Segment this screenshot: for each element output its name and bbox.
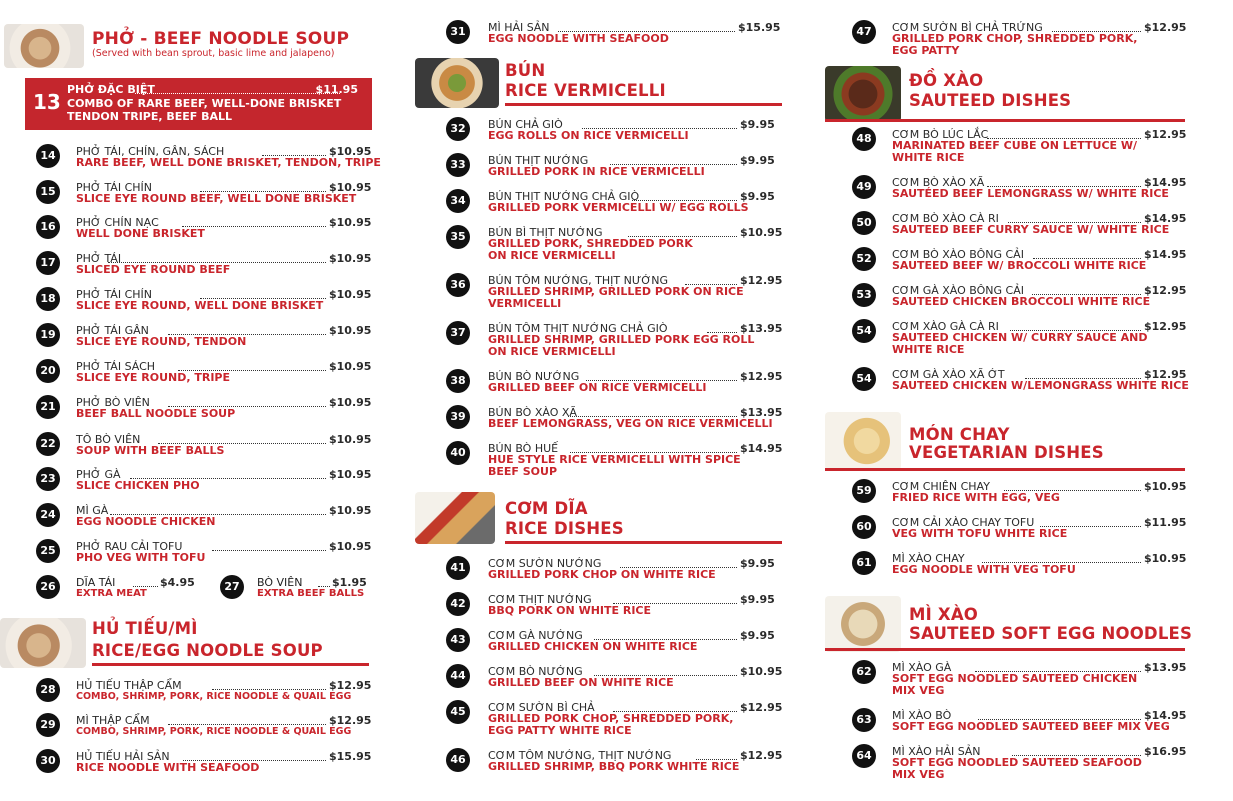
item-number-badge: 21 <box>36 395 60 419</box>
item-number: 26 <box>36 575 60 599</box>
item-number-badge: 32 <box>446 117 470 141</box>
item-number-badge: 19 <box>36 323 60 347</box>
item-description: GRILLED PORK CHOP ON WHITE RICE <box>488 568 716 581</box>
item-number-badge: 50 <box>852 211 876 235</box>
menu-column-1 <box>0 0 400 801</box>
item-name: MÌ XÀO HẢI SẢN <box>892 745 981 758</box>
item-name: CƠM BÒ XÀO BÔNG CẢI <box>892 248 1024 261</box>
item-description: RICE NOODLE WITH SEAFOOD <box>76 761 260 774</box>
bun-section-header <box>410 58 810 118</box>
item-name: PHỞ ĐẶC BIỆT <box>67 83 155 96</box>
item-number-badge: 16 <box>36 215 60 239</box>
item-description: GRILLED SHRIMP, GRILLED PORK ON RICE VERMICELLI <box>488 285 744 310</box>
comdia-section-subtitle: RICE DISHES <box>505 519 624 538</box>
item-number-badge: 44 <box>446 664 470 688</box>
item-name: CƠM SƯỜN BÌ CHẢ <box>488 701 595 714</box>
hutieu-section-subtitle: RICE/EGG NOODLE SOUP <box>92 641 323 660</box>
item-name: PHỞ TÁI GÂN <box>76 324 149 337</box>
item-price: $10.95 <box>329 288 372 301</box>
item-description: SAUTEED CHICKEN W/ CURRY SAUCE AND WHITE RICE <box>892 331 1148 356</box>
item-description: GRILLED PORK CHOP, SHREDDED PORK, EGG PATTY <box>892 32 1138 57</box>
item-number-badge: 59 <box>852 479 876 503</box>
item-name: BÒ VIÊN <box>257 576 303 589</box>
item-name: HỦ TIẾU THẬP CẨM <box>76 679 182 692</box>
item-number-badge: 14 <box>36 144 60 168</box>
item-number-badge: 20 <box>36 359 60 383</box>
item-name: CƠM XÀO GÀ CÀ RI <box>892 320 999 333</box>
item-number-badge: 28 <box>36 678 60 702</box>
item-price: $10.95 <box>1144 552 1187 565</box>
item-name: MÌ XÀO CHAY <box>892 552 965 565</box>
item-name: MÌ XÀO GÀ <box>892 661 952 674</box>
item-name: PHỞ BÒ VIÊN <box>76 396 150 409</box>
item-name: MÌ HẢI SẢN <box>488 21 550 34</box>
item-name: DĨA TÁI <box>76 576 116 589</box>
item-name: CƠM SƯỜN BÌ CHẢ TRỨNG <box>892 21 1043 34</box>
item-price: $9.95 <box>740 557 775 570</box>
item-number-badge: 53 <box>852 283 876 307</box>
item-price: $10.95 <box>1144 480 1187 493</box>
item-description: BBQ PORK ON WHITE RICE <box>488 604 652 617</box>
item-description: SOFT EGG NOODLED SAUTEED CHICKEN MIX VEG <box>892 672 1138 697</box>
item-description: EGG NOODLE WITH VEG TOFU <box>892 563 1076 576</box>
dot-leader <box>133 586 158 587</box>
item-name: PHỞ GÀ <box>76 468 121 481</box>
item-name: BÚN CHẢ GIÒ <box>488 118 563 131</box>
item-name: PHỞ TÁI SÁCH <box>76 360 156 373</box>
item-number: 13 <box>33 90 61 114</box>
item-number-badge: 22 <box>36 432 60 456</box>
item-price: $9.95 <box>740 118 775 131</box>
item-name: CƠM SƯỜN NƯỚNG <box>488 557 602 570</box>
item-number-badge: 64 <box>852 744 876 768</box>
item-number-badge: 31 <box>446 20 470 44</box>
item-description: SOFT EGG NOODLED SAUTEED BEEF MIX VEG <box>892 720 1170 733</box>
item-name: PHỞ CHÍN NẠC <box>76 216 159 229</box>
menu-column-2 <box>410 0 810 801</box>
item-name: MÌ GÀ <box>76 504 109 517</box>
item-description: SLICED EYE ROUND BEEF <box>76 263 231 276</box>
item-name: BÚN THỊT NƯỚNG <box>488 154 589 167</box>
item-name: CƠM THỊT NƯỚNG <box>488 593 592 606</box>
item-number-badge: 39 <box>446 405 470 429</box>
item-description: COMBO, SHRIMP, PORK, RICE NOODLE & QUAIL EGG <box>76 691 352 702</box>
item-name: CƠM GÀ NƯỚNG <box>488 629 583 642</box>
item-description: FRIED RICE WITH EGG, VEG <box>892 491 1060 504</box>
item-number: 27 <box>220 575 244 599</box>
item-price: $12.95 <box>740 370 783 383</box>
item-price: $9.95 <box>740 190 775 203</box>
item-number-badge: 37 <box>446 321 470 345</box>
item-description: HUE STYLE RICE VERMICELLI WITH SPICE BEEF SOUP <box>488 453 741 478</box>
item-price: $14.95 <box>1144 248 1187 261</box>
item-number-badge: 47 <box>852 20 876 44</box>
item-price: $1.95 <box>332 576 367 589</box>
item-description: SAUTEED CHICKEN BROCCOLI WHITE RICE <box>892 295 1151 308</box>
bun-section-subtitle: RICE VERMICELLI <box>505 81 666 100</box>
item-description: SLICE CHICKEN PHO <box>76 479 200 492</box>
item-description: SLICE EYE ROUND, WELL DONE BRISKET <box>76 299 324 312</box>
item-number-badge: 34 <box>446 189 470 213</box>
item-number-badge: 42 <box>446 592 470 616</box>
item-price: $4.95 <box>160 576 195 589</box>
item-name: TÔ BÒ VIÊN <box>76 433 141 446</box>
item-number-badge: 24 <box>36 503 60 527</box>
item-name: CƠM CẢI XÀO CHAY TOFU <box>892 516 1035 529</box>
item-price: $9.95 <box>740 593 775 606</box>
item-number-badge: 15 <box>36 180 60 204</box>
item-price: $9.95 <box>740 629 775 642</box>
item-price: $14.95 <box>1144 176 1187 189</box>
item-number-badge: 17 <box>36 251 60 275</box>
item-description: VEG WITH TOFU WHITE RICE <box>892 527 1068 540</box>
item-name: HỦ TIẾU HẢI SẢN <box>76 750 170 763</box>
item-description: WELL DONE BRISKET <box>76 227 205 240</box>
section-divider <box>825 119 1185 122</box>
item-price: $10.95 <box>329 360 372 373</box>
item-price: $12.95 <box>1144 21 1187 34</box>
doxao-section-title: ĐỒ XÀO <box>909 71 984 90</box>
section-divider <box>92 663 369 666</box>
item-description: SLICE EYE ROUND BEEF, WELL DONE BRISKET <box>76 192 357 205</box>
item-price: $10.95 <box>329 540 372 553</box>
item-number-badge: 46 <box>446 748 470 772</box>
item-price: $12.95 <box>1144 368 1187 381</box>
item-number-badge: 62 <box>852 660 876 684</box>
dot-leader <box>168 724 326 725</box>
item-description: RARE BEEF, WELL DONE BRISKET, TENDON, TRIPE <box>76 156 381 169</box>
item-number-badge: 36 <box>446 273 470 297</box>
item-number-badge: 43 <box>446 628 470 652</box>
item-description: SAUTEED BEEF CURRY SAUCE W/ WHITE RICE <box>892 223 1170 236</box>
item-name: BÚN BÒ XÀO XÃ <box>488 406 577 419</box>
item-number-badge: 25 <box>36 539 60 563</box>
item-number-badge: 45 <box>446 700 470 724</box>
item-price: $13.95 <box>1144 661 1187 674</box>
mixao-section-subtitle: SAUTEED SOFT EGG NOODLES <box>909 624 1193 643</box>
item-number-badge: 54 <box>852 367 876 391</box>
item-description: GRILLED SHRIMP, BBQ PORK WHITE RICE <box>488 760 740 773</box>
item-number-badge: 54 <box>852 319 876 343</box>
item-name: BÚN THỊT NƯỚNG CHẢ GIÒ <box>488 190 640 203</box>
item-name: CƠM BÒ NƯỚNG <box>488 665 583 678</box>
item-number-badge: 48 <box>852 127 876 151</box>
item-number-badge: 30 <box>36 749 60 773</box>
item-price: $12.95 <box>329 714 372 727</box>
section-divider <box>825 468 1185 471</box>
mixao-photo <box>825 596 901 652</box>
item-price: $10.95 <box>329 145 372 158</box>
item-description: SLICE EYE ROUND, TENDON <box>76 335 247 348</box>
comdia-section-header <box>410 492 810 552</box>
item-price: $9.95 <box>740 154 775 167</box>
chay-section-title: MÓN CHAY <box>909 425 1010 444</box>
item-description: EXTRA MEAT <box>76 588 147 599</box>
item-price: $12.95 <box>740 274 783 287</box>
item-price: $11.95 <box>1144 516 1187 529</box>
item-name: CƠM BÒ XÀO XÃ <box>892 176 985 189</box>
item-name: CƠM TÔM NƯỚNG, THỊT NƯỚNG <box>488 749 672 762</box>
item-name: CƠM GÀ XÀO XÃ ỚT <box>892 368 1005 381</box>
pho-photo <box>4 24 84 68</box>
item-description: SOFT EGG NOODLED SAUTEED SEAFOOD MIX VEG <box>892 756 1142 781</box>
item-description: MARINATED BEEF CUBE ON LETTUCE W/ WHITE RICE <box>892 139 1138 164</box>
bun-photo <box>415 58 499 108</box>
item-number-badge: 35 <box>446 225 470 249</box>
pho-section-header <box>0 24 400 84</box>
chay-section-header <box>820 412 1233 472</box>
special-item-13[interactable] <box>25 78 372 130</box>
doxao-photo <box>825 66 901 122</box>
item-name: PHỞ TÁI CHÍN <box>76 181 153 194</box>
pho-section-title: PHỞ - BEEF NOODLE SOUP <box>92 29 350 49</box>
item-description: SAUTEED CHICKEN W/LEMONGRASS WHITE RICE <box>892 379 1189 392</box>
dot-leader <box>212 550 326 551</box>
item-name: PHỞ TÁI, CHÍN, GÂN, SÁCH <box>76 145 225 158</box>
item-description: GRILLED CHICKEN ON WHITE RICE <box>488 640 698 653</box>
item-price: $10.95 <box>329 468 372 481</box>
item-name: BÚN BÒ NƯỚNG <box>488 370 580 383</box>
item-description: GRILLED BEEF ON WHITE RICE <box>488 676 674 689</box>
item-description: GRILLED BEEF ON RICE VERMICELLI <box>488 381 707 394</box>
item-price: $13.95 <box>740 406 783 419</box>
item-description: SLICE EYE ROUND, TRIPE <box>76 371 231 384</box>
item-name: BÚN TÔM THỊT NƯỚNG CHẢ GIÒ <box>488 322 668 335</box>
dot-leader <box>135 93 340 94</box>
item-description: GRILLED PORK CHOP, SHREDDED PORK, EGG PATTY WHITE RICE <box>488 712 734 737</box>
comdia-photo <box>415 492 495 544</box>
item-name: BÚN BÒ HUẾ <box>488 442 559 455</box>
item-description: EGG ROLLS ON RICE VERMICELLI <box>488 129 689 142</box>
item-name: CƠM BÒ XÀO CÀ RI <box>892 212 999 225</box>
item-price: $10.95 <box>329 504 372 517</box>
item-number-badge: 52 <box>852 247 876 271</box>
item-description: GRILLED PORK, SHREDDED PORK ON RICE VERMICELLI <box>488 237 693 262</box>
doxao-section-header <box>820 66 1233 126</box>
comdia-section-title: CƠM DĨA <box>505 499 588 518</box>
item-number-badge: 40 <box>446 441 470 465</box>
item-description: COMBO OF RARE BEEF, WELL-DONE BRISKET TENDON TRIPE, BEEF BALL <box>67 97 342 123</box>
item-description: SAUTEED BEEF W/ BROCCOLI WHITE RICE <box>892 259 1147 272</box>
item-name: BÚN BÌ THỊT NƯỚNG <box>488 226 603 239</box>
item-price: $10.95 <box>329 252 372 265</box>
item-number-badge: 61 <box>852 551 876 575</box>
item-price: $12.95 <box>1144 284 1187 297</box>
item-price: $12.95 <box>1144 320 1187 333</box>
item-description: EGG NOODLE WITH SEAFOOD <box>488 32 669 45</box>
item-description: BEEF BALL NOODLE SOUP <box>76 407 236 420</box>
item-description: GRILLED PORK IN RICE VERMICELLI <box>488 165 705 178</box>
item-number-badge: 63 <box>852 708 876 732</box>
item-price: $14.95 <box>1144 709 1187 722</box>
item-name: MÌ XÀO BÒ <box>892 709 952 722</box>
item-description: GRILLED PORK VERMICELLI W/ EGG ROLLS <box>488 201 749 214</box>
item-description: SOUP WITH BEEF BALLS <box>76 444 225 457</box>
item-description: COMBO, SHRIMP, PORK, RICE NOODLE & QUAIL EGG <box>76 726 352 737</box>
dot-leader <box>212 689 326 690</box>
item-description: EXTRA BEEF BALLS <box>257 588 365 599</box>
item-description: PHO VEG WITH TOFU <box>76 551 206 564</box>
item-price: $16.95 <box>1144 745 1187 758</box>
mixao-section-header <box>820 596 1233 656</box>
item-price: $10.95 <box>329 181 372 194</box>
item-price: $15.95 <box>738 21 781 34</box>
hutieu-section-title: HỦ TIẾU/MÌ <box>92 619 198 638</box>
section-divider <box>505 541 782 544</box>
item-name: MÌ THẬP CẨM <box>76 714 150 727</box>
item-description: EGG NOODLE CHICKEN <box>76 515 216 528</box>
item-price: $10.95 <box>329 216 372 229</box>
item-price: $12.95 <box>329 679 372 692</box>
mixao-section-title: MÌ XÀO <box>909 605 979 624</box>
item-number-badge: 33 <box>446 153 470 177</box>
item-price: $10.95 <box>740 665 783 678</box>
item-price: $10.95 <box>329 396 372 409</box>
item-price: $12.95 <box>1144 128 1187 141</box>
item-price: $10.95 <box>329 433 372 446</box>
chay-photo <box>825 412 901 470</box>
item-price: $10.95 <box>329 324 372 337</box>
section-divider <box>825 648 1185 651</box>
pho-section-subtitle: (Served with bean sprout, basic lime and jalapeno) <box>92 48 335 59</box>
item-name: CƠM BÒ LÚC LẮC <box>892 128 989 141</box>
item-name: CƠM CHIÊN CHAY <box>892 480 990 493</box>
menu-column-3 <box>820 0 1233 801</box>
item-price: $10.95 <box>740 226 783 239</box>
hutieu-photo <box>0 618 86 668</box>
item-price: $12.95 <box>740 749 783 762</box>
item-price: $12.95 <box>740 701 783 714</box>
bun-section-title: BÚN <box>505 61 546 80</box>
item-description: BEEF LEMONGRASS, VEG ON RICE VERMICELLI <box>488 417 773 430</box>
item-price: $15.95 <box>329 750 372 763</box>
section-divider <box>505 103 782 106</box>
hutieu-section-header <box>0 618 400 678</box>
item-number-badge: 29 <box>36 713 60 737</box>
chay-section-subtitle: VEGETARIAN DISHES <box>909 443 1104 462</box>
item-name: BÚN TÔM NƯỚNG, THỊT NƯỚNG <box>488 274 669 287</box>
item-price: $11.95 <box>315 83 358 96</box>
item-number-badge: 18 <box>36 287 60 311</box>
item-number-badge: 23 <box>36 467 60 491</box>
dot-leader <box>318 586 330 587</box>
item-number-badge: 38 <box>446 369 470 393</box>
item-price: $13.95 <box>740 322 783 335</box>
item-number-badge: 49 <box>852 175 876 199</box>
item-description: SAUTÉED BEEF LEMONGRASS W/ WHITE RICE <box>892 187 1169 200</box>
item-number-badge: 41 <box>446 556 470 580</box>
doxao-section-subtitle: SAUTEED DISHES <box>909 91 1072 110</box>
item-price: $14.95 <box>1144 212 1187 225</box>
item-name: CƠM GÀ XÀO BÔNG CẢI <box>892 284 1024 297</box>
item-description: GRILLED SHRIMP, GRILLED PORK EGG ROLL ON RICE VERMICELLI <box>488 333 755 358</box>
item-name: PHỞ TÁI CHÍN <box>76 288 153 301</box>
item-number-badge: 60 <box>852 515 876 539</box>
item-name: PHỞ TÁI <box>76 252 122 265</box>
item-price: $14.95 <box>740 442 783 455</box>
item-name: PHỞ RAU CẢI TOFU <box>76 540 183 553</box>
